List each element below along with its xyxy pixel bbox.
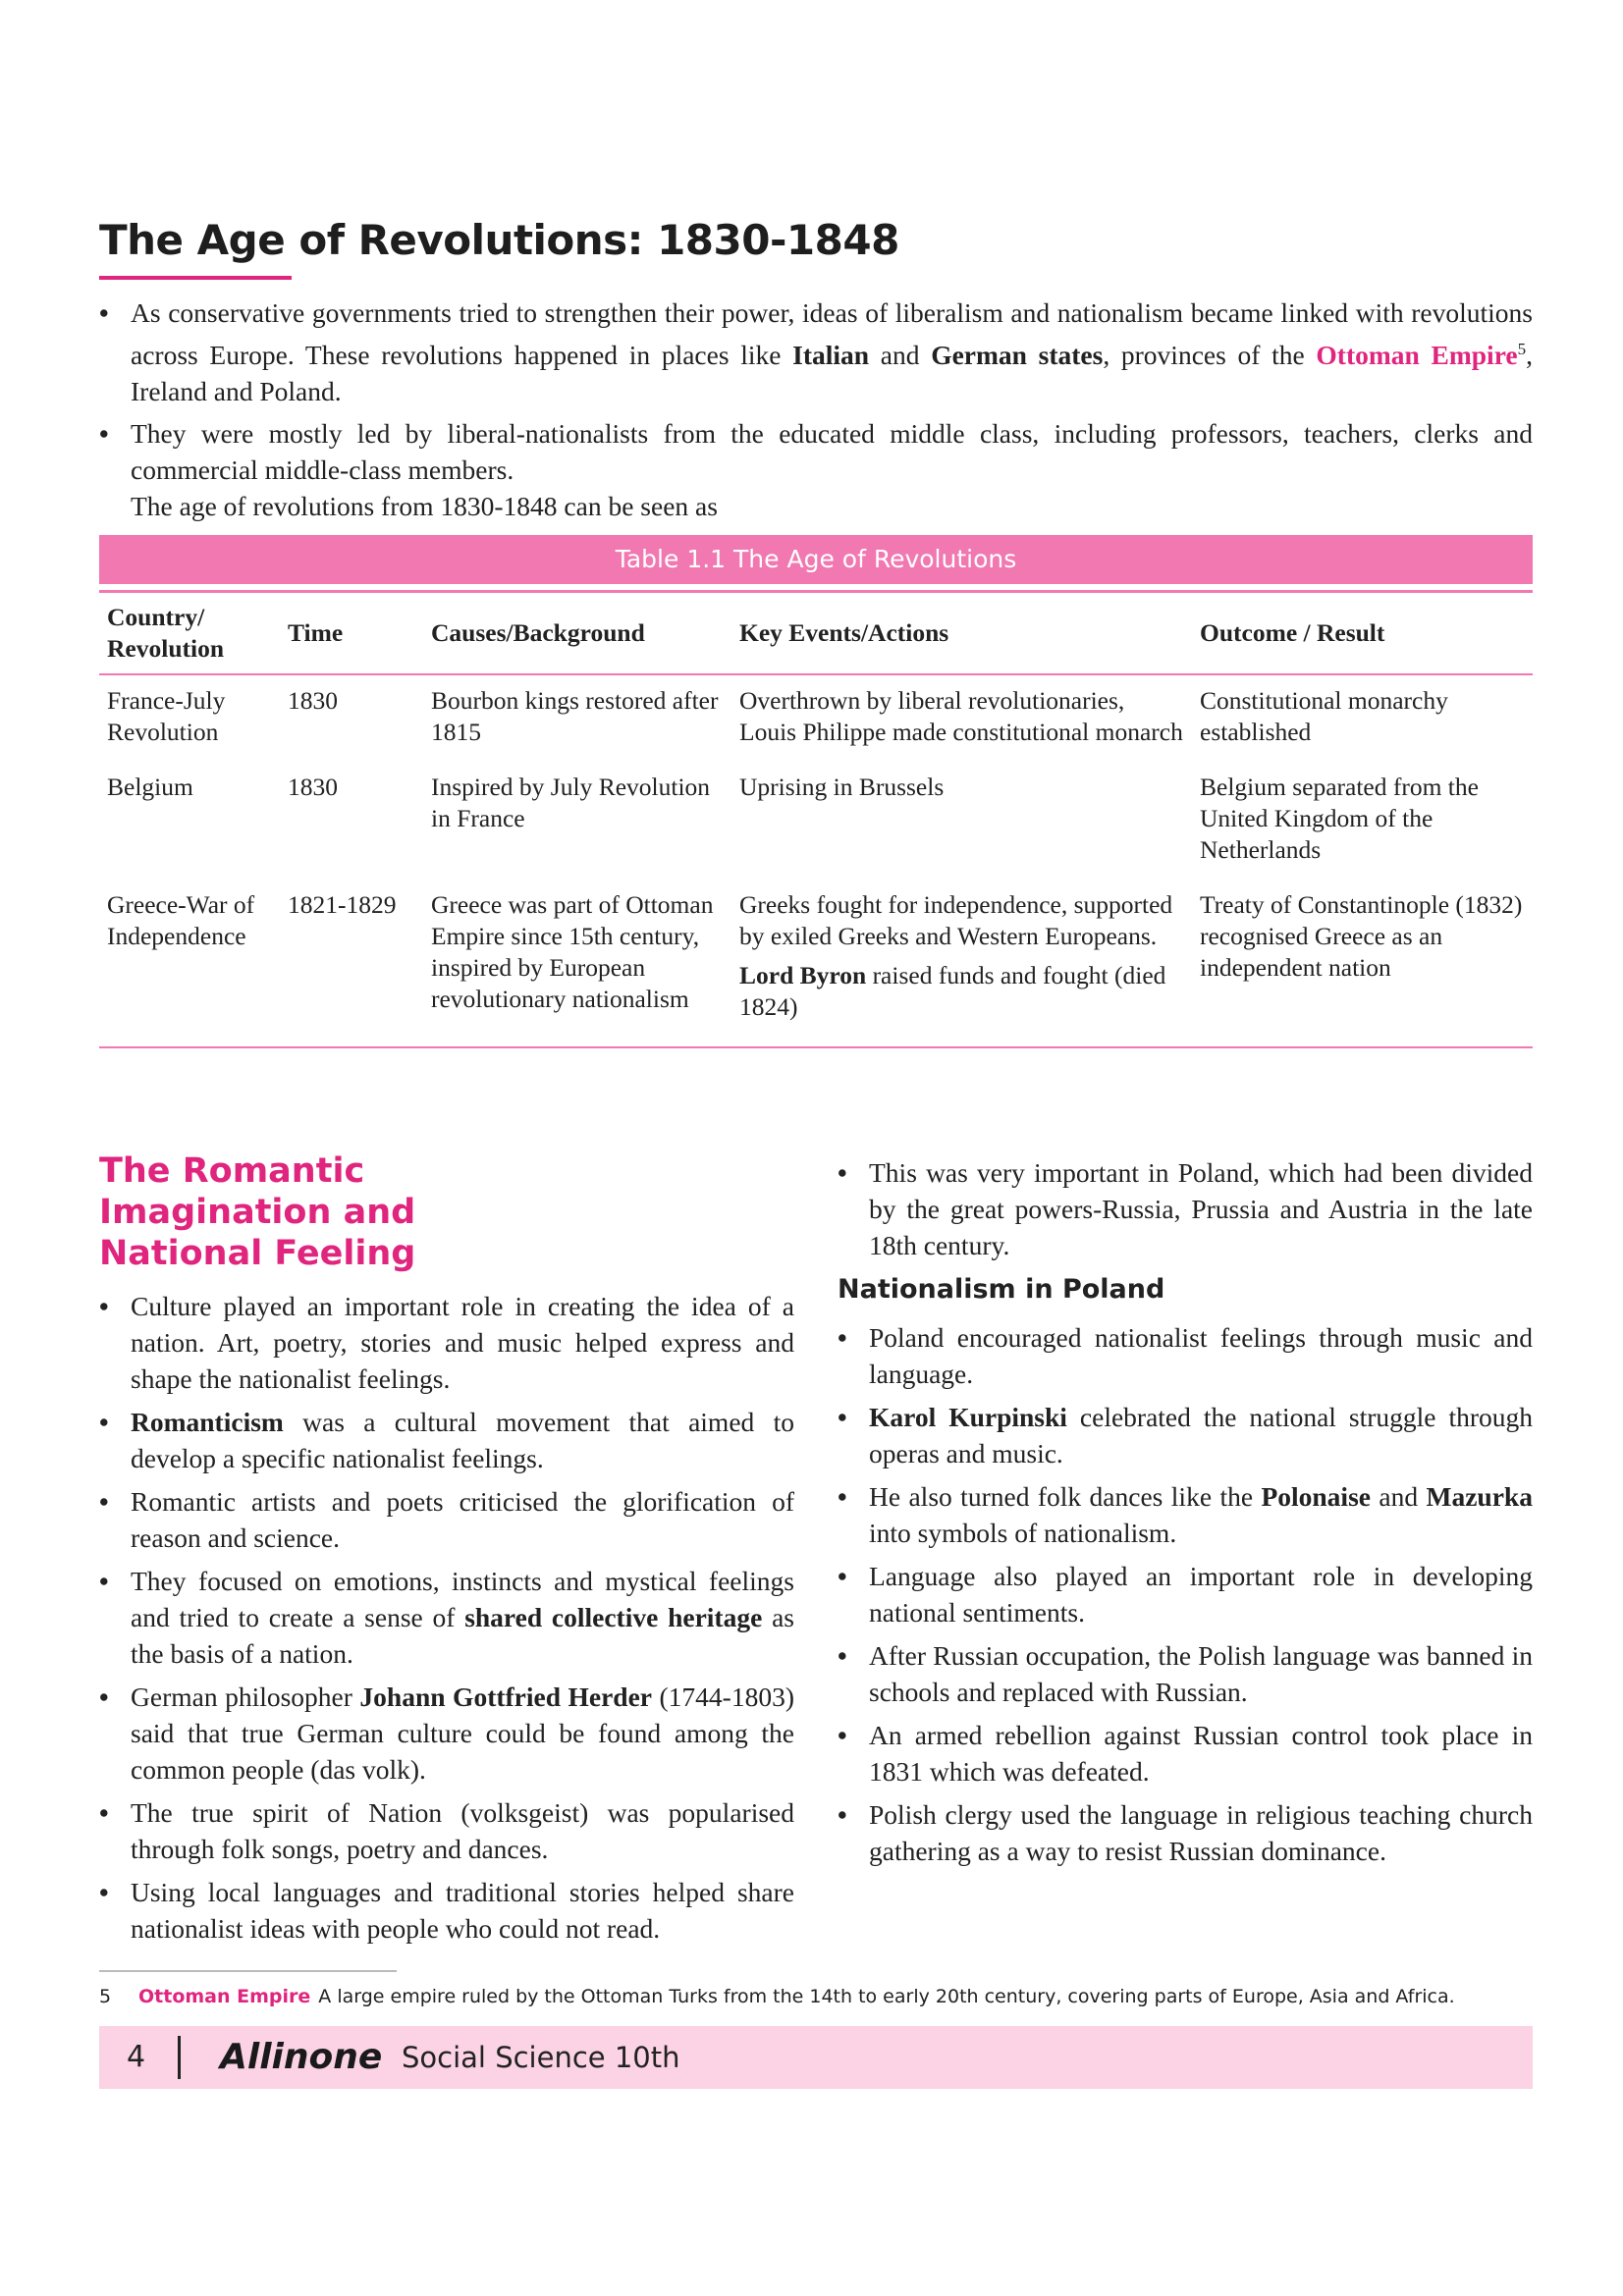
list-item [838,1478,1533,1551]
table-cell: Constitutional monarchy established [1200,686,1448,746]
item-text: into symbols of nationalism. [869,1518,1177,1548]
column-header: Outcome / Result [1200,618,1385,647]
list-item: • This was very important in Poland, which had been divided by the great powers-Russia, Prussia and Austria in the late 18th century. [838,1154,1533,1263]
intro-bullet-1 [99,294,1533,409]
key-term: Romanticism [131,1407,284,1437]
brand-logo: Allinone [220,2037,383,2077]
item-text: and [1370,1481,1427,1512]
key-term: Lord Byron [739,961,867,989]
list-item: • Poland encouraged nationalist feelings through music and language. [838,1319,1533,1392]
list-item [99,1563,794,1672]
romantic-bullets [99,1288,794,1947]
item-text: was a cultural movement that aimed to develop a specific nationalist feelings. [131,1407,794,1473]
list-item: • Romantic artists and poets criticised the glorification of reason and science. [99,1483,794,1556]
intro-text: and [869,340,932,371]
table-cell: Belgium separated from the United Kingdom of the Netherlands [1200,773,1479,864]
book-title: Social Science 10th [402,2041,680,2074]
table-cell: Bourbon kings restored after 1815 [431,686,719,746]
key-term: Johann Gottfried Herder [359,1682,653,1712]
subheading-nationalism-in-poland: Nationalism in Poland [838,1274,1165,1305]
table-cell: 1821-1829 [288,890,397,919]
table-cell: Greece was part of Ottoman Empire since 15th century, inspired by European revolutionary nationalism [431,890,714,1013]
intro-section [99,294,1533,524]
item-text: They focused on emotions, instincts and mystical feelings and tried to create a sense of [131,1566,794,1632]
table-cell: Greece-War of Independence [107,890,255,950]
list-item [838,1399,1533,1471]
column-header: Key Events/Actions [739,618,949,647]
footnote-text: A large empire ruled by the Ottoman Turks from the 14th to early 20th century, covering parts of Europe, Asia and Africa. [318,1986,1455,2007]
table-cell: 1830 [288,773,338,801]
list-item: • Using local languages and traditional stories helped share nationalist ideas with people who could not read. [99,1874,794,1947]
list-item: • Culture played an important role in creating the idea of a nation. Art, poetry, stories and music helped express and shape the nationalist feelings. [99,1288,794,1397]
footnote-divider [99,1970,397,1972]
item-text: (1744-1803) said that true German culture could be found among the common people (das volk). [131,1682,795,1785]
table-lead-in: The age of revolutions from 1830-1848 can be seen as [131,491,718,522]
list-item: • An armed rebellion against Russian control took place in 1831 which was defeated. [838,1717,1533,1789]
intro-bullets [99,294,1533,488]
table-row [99,772,1533,889]
footnote-number: 5 [99,1986,112,2007]
key-term: Polonaise [1261,1481,1371,1512]
list-item: • Polish clergy used the language in religious teaching church gathering as a way to resist Russian dominance. [838,1796,1533,1869]
intro-text: As conservative governments tried to strengthen their power, ideas of liberalism and nationalism became linked with revolutions across Europe. These revolutions happened in places like [131,297,1533,371]
cell-paragraph [739,960,1184,1023]
table-cell: Overthrown by liberal revolutionaries, Louis Philippe made constitutional monarch [739,686,1183,746]
page-number: 4 [127,2040,146,2074]
table-cell [731,889,1192,1047]
table-cell: France-July Revolution [107,686,226,746]
key-term: shared collective heritage [464,1602,763,1632]
key-term: Karol Kurpinski [869,1402,1067,1432]
footer-separator [178,2036,181,2079]
column-header: Causes/Background [431,618,645,647]
table-header-row [99,593,1533,674]
page-title: The Age of Revolutions: 1830-1848 [99,216,899,264]
section-heading-romantic: The Romantic Imagination and National Feeling [99,1151,416,1273]
table-caption: Table 1.1 The Age of Revolutions [99,535,1533,584]
footnote [99,1985,1455,2008]
intro-bullet-2: • They were mostly led by liberal-nationalists from the educated middle class, including professors, teachers, clerks and commercial middle-class members. [99,415,1533,488]
table-cell: Treaty of Constantinople (1832) recognised Greece as an independent nation [1200,890,1523,982]
revolutions-table-grid [99,593,1533,1048]
footnote-term: Ottoman Empire [138,1986,311,2007]
cell-paragraph: Greeks fought for independence, supported by exiled Greeks and Western Europeans. [739,890,1173,950]
list-item: • The true spirit of Nation (volksgeist) was popularised through folk songs, poetry and dances. [99,1794,794,1867]
key-term: German states [931,340,1104,371]
column-header: Country/ Revolution [107,603,225,663]
right-column [838,1154,1533,1876]
key-term: Italian [792,340,870,371]
list-item [99,1404,794,1476]
table-cell: 1830 [288,686,338,715]
left-column [99,1150,794,1953]
poland-intro-bullets [838,1154,1533,1263]
column-header: Time [288,618,344,647]
table-row [99,889,1533,1047]
poland-bullets [838,1319,1533,1869]
page-footer [99,2026,1533,2089]
list-item: • Language also played an important role in developing national sentiments. [838,1558,1533,1630]
item-text: as the basis of a nation. [131,1602,794,1669]
table-cell: Belgium [107,773,193,801]
intro-text: , provinces of the [1103,340,1317,371]
table-cell: Uprising in Brussels [739,773,945,801]
list-item [99,1679,794,1788]
cell-text: raised funds and fought (died 1824) [739,961,1166,1021]
footnote-ref: 5 [1517,340,1527,358]
table-row [99,674,1533,772]
item-text: He also turned folk dances like the [869,1481,1262,1512]
item-text: celebrated the national struggle through operas and music. [869,1402,1533,1468]
key-term: Mazurka [1426,1481,1533,1512]
item-text: German philosopher [131,1682,360,1712]
glossary-term-ottoman-empire: Ottoman Empire [1316,340,1518,371]
table-cell: Inspired by July Revolution in France [431,773,711,832]
intro-text: , Ireland and Poland. [131,340,1533,407]
title-underline [99,276,292,280]
list-item: • After Russian occupation, the Polish language was banned in schools and replaced with Russian. [838,1637,1533,1710]
revolutions-table [99,535,1533,1048]
